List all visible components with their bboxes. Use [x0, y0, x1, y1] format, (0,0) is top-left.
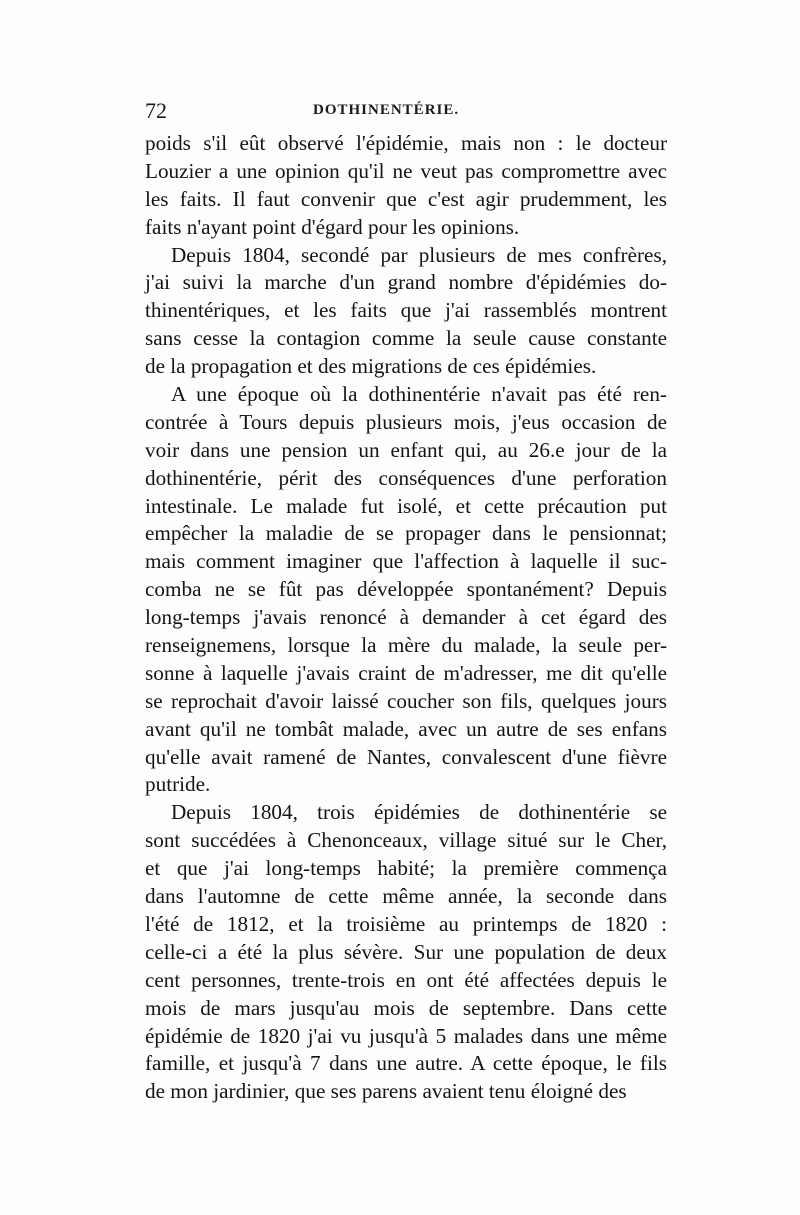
text-line: renseignemens, lorsque la mère du malade, la seule per-	[145, 633, 667, 658]
running-head: DOTHINENTÉRIE.	[313, 102, 460, 118]
text-line: intestinale. Le malade fut isolé, et cette précaution put	[145, 493, 667, 518]
text-line: famille, et jusqu'à 7 dans une autre. A cette époque, le fils	[145, 1051, 667, 1076]
text-line: dans l'automne de cette même année, la seconde dans	[145, 884, 667, 909]
text-line: empêcher la maladie de se propager dans le pensionnat;	[145, 521, 667, 546]
paragraph	[145, 242, 667, 381]
text-line: épidémie de 1820 j'ai vu jusqu'à 5 malades dans une même	[145, 1023, 667, 1048]
text-line: se reprochait d'avoir laissé coucher son fils, quelques jours	[145, 688, 667, 713]
text-line: j'ai suivi la marche d'un grand nombre d'épidémies do-	[145, 270, 667, 295]
text-line: de la propagation et des migrations de ces épidémies.	[145, 354, 597, 379]
text-line: mais comment imaginer que l'affection à laquelle il suc-	[145, 549, 667, 574]
text-line: faits n'ayant point d'égard pour les opinions.	[145, 214, 520, 239]
text-line: l'été de 1812, et la troisième au printemps de 1820 :	[145, 911, 667, 936]
text-line: de mon jardinier, que ses parens avaient tenu éloigné des	[145, 1079, 627, 1104]
paragraph	[145, 799, 667, 1106]
text-line: sont succédées à Chenonceaux, village situé sur le Cher,	[145, 828, 667, 853]
text-line: A une époque où la dothinentérie n'avait pas été ren-	[171, 382, 667, 407]
text-line: comba ne se fût pas développée spontanément? Depuis	[145, 577, 667, 602]
text-line: sonne à laquelle j'avais craint de m'adresser, me dit qu'elle	[145, 660, 667, 685]
paragraph	[145, 381, 667, 799]
text-line: sans cesse la contagion comme la seule cause constante	[145, 326, 667, 351]
text-line: voir dans une pension un enfant qui, au 26.e jour de la	[145, 437, 667, 462]
text-line: avant qu'il ne tombât malade, avec un autre de ses enfans	[145, 716, 667, 741]
text-line: Depuis 1804, trois épidémies de dothinentérie se	[171, 800, 667, 825]
text-line: mois de mars jusqu'au mois de septembre. Dans cette	[145, 995, 667, 1020]
text-line: contrée à Tours depuis plusieurs mois, j'eus occasion de	[145, 409, 667, 434]
body-text	[145, 130, 667, 1106]
text-line: putride.	[145, 772, 211, 797]
text-line: long-temps j'avais renoncé à demander à cet égard des	[145, 605, 667, 630]
text-line: Louzier a une opinion qu'il ne veut pas compromettre avec	[145, 158, 667, 183]
text-line: qu'elle avait ramené de Nantes, convalescent d'une fièvre	[145, 744, 667, 769]
text-line: cent personnes, trente-trois en ont été affectées depuis le	[145, 967, 667, 992]
page-number: 72	[145, 98, 167, 123]
text-line: celle-ci a été la plus sévère. Sur une population de deux	[145, 939, 667, 964]
paragraph	[145, 130, 667, 242]
page-header	[145, 98, 665, 128]
text-line: et que j'ai long-temps habité; la première commença	[145, 856, 667, 881]
text-line: thinentériques, et les faits que j'ai rassemblés montrent	[145, 298, 667, 323]
text-line: dothinentérie, périt des conséquences d'une perforation	[145, 465, 667, 490]
text-line: les faits. Il faut convenir que c'est agir prudemment, les	[145, 186, 667, 211]
text-line: Depuis 1804, secondé par plusieurs de mes confrères,	[171, 242, 667, 267]
text-line: poids s'il eût observé l'épidémie, mais non : le docteur	[145, 131, 667, 155]
